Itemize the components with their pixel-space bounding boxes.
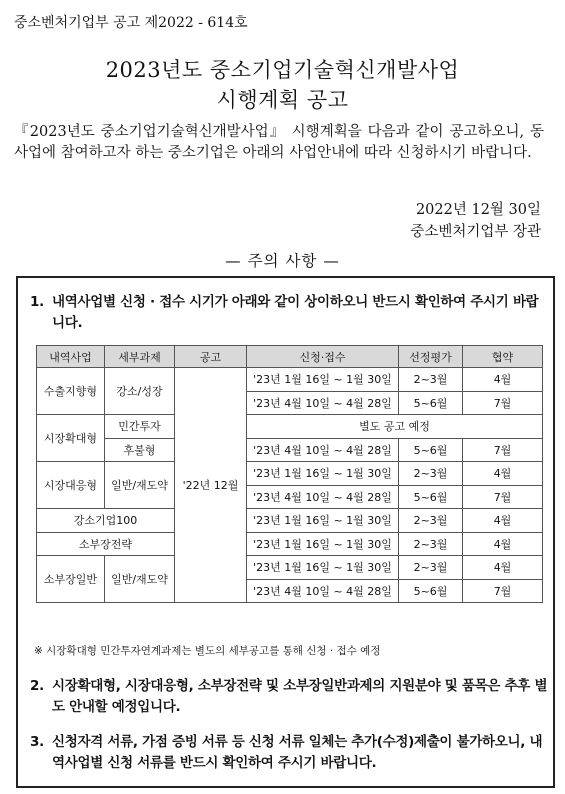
program-cell: 시장확대형 bbox=[37, 415, 105, 462]
period-cell: '23년 4월 10일 ~ 4월 28일 bbox=[247, 438, 399, 462]
notice-number: 중소벤처기업부 공고 제2022 - 614호 bbox=[14, 15, 248, 31]
table-row bbox=[37, 368, 543, 392]
announce-cell: '22년 12월 bbox=[175, 368, 247, 603]
contract-cell: 4월 bbox=[463, 462, 543, 486]
eval-cell: 2~3월 bbox=[399, 509, 463, 533]
contract-cell: 4월 bbox=[463, 556, 543, 580]
item-number: 3. bbox=[30, 734, 44, 750]
period-cell: '23년 1월 16일 ~ 1월 30일 bbox=[247, 532, 399, 556]
subtask-cell: 후불형 bbox=[105, 438, 175, 462]
table-row bbox=[37, 462, 543, 486]
document-subtitle: 시행계획 공고 bbox=[216, 88, 349, 112]
item-text: 신청자격 서류, 가점 증빙 서류 등 신청 서류 일체는 추가(수정)제출이 불가하오니, 내역사업별 신청 서류를 반드시 확인하여 주시기 바랍니다. bbox=[52, 734, 543, 771]
program-cell: 시장대응형 bbox=[37, 462, 105, 509]
period-cell: '23년 1월 16일 ~ 1월 30일 bbox=[247, 462, 399, 486]
notice-date: 2022년 12월 30일 bbox=[415, 202, 541, 218]
contract-cell: 7월 bbox=[463, 579, 543, 603]
contract-cell: 7월 bbox=[463, 391, 543, 415]
col-header: 세부과제 bbox=[105, 346, 175, 368]
subtask-cell: 강소/성장 bbox=[105, 368, 175, 415]
eval-cell: 2~3월 bbox=[399, 532, 463, 556]
caution-item-3 bbox=[30, 732, 548, 774]
col-header: 공고 bbox=[175, 346, 247, 368]
period-cell: '23년 4월 10일 ~ 4월 28일 bbox=[247, 485, 399, 509]
item-number: 2. bbox=[30, 678, 44, 694]
col-header: 협약 bbox=[463, 346, 543, 368]
caution-box bbox=[16, 276, 555, 788]
caution-heading: — 주의 사항 — bbox=[225, 252, 340, 270]
program-cell: 수출지향형 bbox=[37, 368, 105, 415]
intro-paragraph: 『2023년도 중소기업기술혁신개발사업』 시행계획을 다음과 같이 공고하오니, 동 사업에 참여하고자 하는 중소기업은 아래의 사업안내에 따라 신청하시기 바랍니다. bbox=[14, 124, 544, 161]
contract-cell: 4월 bbox=[463, 509, 543, 533]
eval-cell: 2~3월 bbox=[399, 368, 463, 392]
subtask-cell: 일반/재도약 bbox=[105, 462, 175, 509]
period-cell: '23년 4월 10일 ~ 4월 28일 bbox=[247, 579, 399, 603]
contract-cell: 4월 bbox=[463, 532, 543, 556]
contract-cell: 7월 bbox=[463, 438, 543, 462]
col-header: 선정평가 bbox=[399, 346, 463, 368]
col-header: 내역사업 bbox=[37, 346, 105, 368]
table-row bbox=[37, 438, 543, 462]
eval-cell: 5~6월 bbox=[399, 391, 463, 415]
table-header-row bbox=[37, 346, 543, 368]
table-footnote: ※ 시장확대형 민간투자연계과제는 별도의 세부공고를 통해 신청 · 접수 예정 bbox=[34, 645, 381, 657]
table-row bbox=[37, 509, 543, 533]
col-header: 신청·접수 bbox=[247, 346, 399, 368]
period-cell: '23년 1월 16일 ~ 1월 30일 bbox=[247, 556, 399, 580]
program-cell: 강소기업100 bbox=[37, 509, 175, 533]
eval-cell: 2~3월 bbox=[399, 556, 463, 580]
eval-cell: 2~3월 bbox=[399, 462, 463, 486]
caution-item-1 bbox=[30, 292, 548, 334]
contract-cell: 7월 bbox=[463, 485, 543, 509]
period-cell: '23년 1월 16일 ~ 1월 30일 bbox=[247, 509, 399, 533]
eval-cell: 5~6월 bbox=[399, 438, 463, 462]
schedule-table bbox=[36, 345, 543, 603]
separate-notice-cell: 별도 공고 예정 bbox=[247, 415, 543, 439]
table-row bbox=[37, 532, 543, 556]
table-row bbox=[37, 415, 543, 439]
item-text: 내역사업별 신청 · 접수 시기가 아래와 같이 상이하오니 반드시 확인하여 주시기 바랍니다. bbox=[52, 294, 539, 331]
period-cell: '23년 1월 16일 ~ 1월 30일 bbox=[247, 368, 399, 392]
table-row bbox=[37, 556, 543, 580]
contract-cell: 4월 bbox=[463, 368, 543, 392]
program-cell: 소부장전략 bbox=[37, 532, 175, 556]
item-number: 1. bbox=[30, 294, 44, 310]
period-cell: '23년 4월 10일 ~ 4월 28일 bbox=[247, 391, 399, 415]
caution-item-2 bbox=[30, 676, 548, 718]
subtask-cell: 민간투자 bbox=[105, 415, 175, 439]
program-cell: 소부장일반 bbox=[37, 556, 105, 603]
document-title: 2023년도 중소기업기술혁신개발사업 bbox=[105, 58, 460, 82]
subtask-cell: 일반/재도약 bbox=[105, 556, 175, 603]
signer: 중소벤처기업부 장관 bbox=[410, 224, 541, 240]
eval-cell: 5~6월 bbox=[399, 579, 463, 603]
item-text: 시장확대형, 시장대응형, 소부장전략 및 소부장일반과제의 지원분야 및 품목은 추후 별도 안내할 예정입니다. bbox=[52, 678, 548, 715]
eval-cell: 5~6월 bbox=[399, 485, 463, 509]
